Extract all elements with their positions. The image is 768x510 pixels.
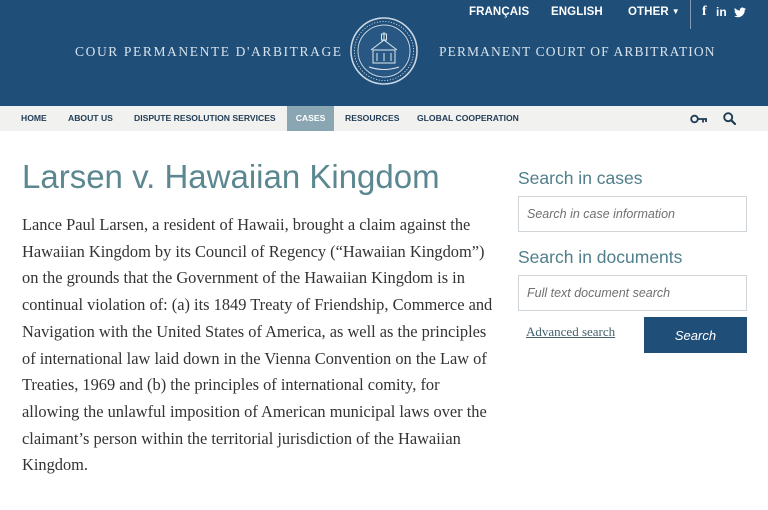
nav-item-about-us[interactable]: ABOUT US	[68, 113, 113, 123]
lang-other-dropdown[interactable]	[628, 6, 680, 18]
header-banner	[0, 0, 768, 106]
key-icon[interactable]	[690, 114, 708, 124]
seal-logo[interactable]	[349, 16, 419, 86]
linkedin-icon[interactable]: in	[716, 5, 727, 19]
case-summary: Lance Paul Larsen, a resident of Hawaii, brought a claim against the Hawaiian Kingdom by its Council of Regency (“Hawaiian Kingdom”) on the grounds that the Government of the Hawaiian Kingdom is in continual violation of: (a) its 1849 Treaty of Friendship, Commerce and Navigation with the United States of America, as well as the principles of international law laid down in the Vienna Convention on the Law of Treaties, 1969 and (b) the principles of international comity, for allowing the unlawful imposition of American municipal laws over the claimant’s person within the territorial jurisdiction of the Hawaiian Kingdom.	[22, 215, 493, 475]
document-search-input[interactable]	[518, 275, 747, 311]
lang-other-label: OTHER	[628, 6, 669, 18]
twitter-icon[interactable]	[734, 5, 746, 18]
nav-item-global-cooperation[interactable]: GLOBAL COOPERATION	[417, 113, 519, 123]
main-nav	[0, 106, 768, 131]
lang-french-link[interactable]: FRANÇAIS	[469, 6, 530, 18]
nav-item-home[interactable]: HOME	[21, 113, 47, 123]
advanced-search-link[interactable]: Advanced search	[526, 324, 616, 339]
caret-down-icon: ▼	[671, 7, 680, 16]
case-search-input[interactable]	[518, 196, 747, 232]
org-name-french: COUR PERMANENTE D'ARBITRAGE	[75, 44, 343, 59]
nav-item-cases[interactable]: CASES	[287, 106, 334, 131]
facebook-icon[interactable]: f	[702, 4, 707, 19]
search-documents-heading: Search in documents	[518, 247, 683, 267]
search-icon[interactable]	[723, 112, 736, 125]
org-name-english: PERMANENT COURT OF ARBITRATION	[439, 44, 716, 59]
search-button[interactable]: Search	[644, 317, 747, 353]
social-divider	[690, 0, 691, 29]
search-cases-heading: Search in cases	[518, 168, 643, 188]
lang-english-link[interactable]: ENGLISH	[551, 6, 603, 18]
nav-item-dispute-resolution[interactable]: DISPUTE RESOLUTION SERVICES	[134, 113, 276, 123]
nav-item-resources[interactable]: RESOURCES	[345, 113, 400, 123]
page-title: Larsen v. Hawaiian Kingdom	[22, 158, 440, 195]
